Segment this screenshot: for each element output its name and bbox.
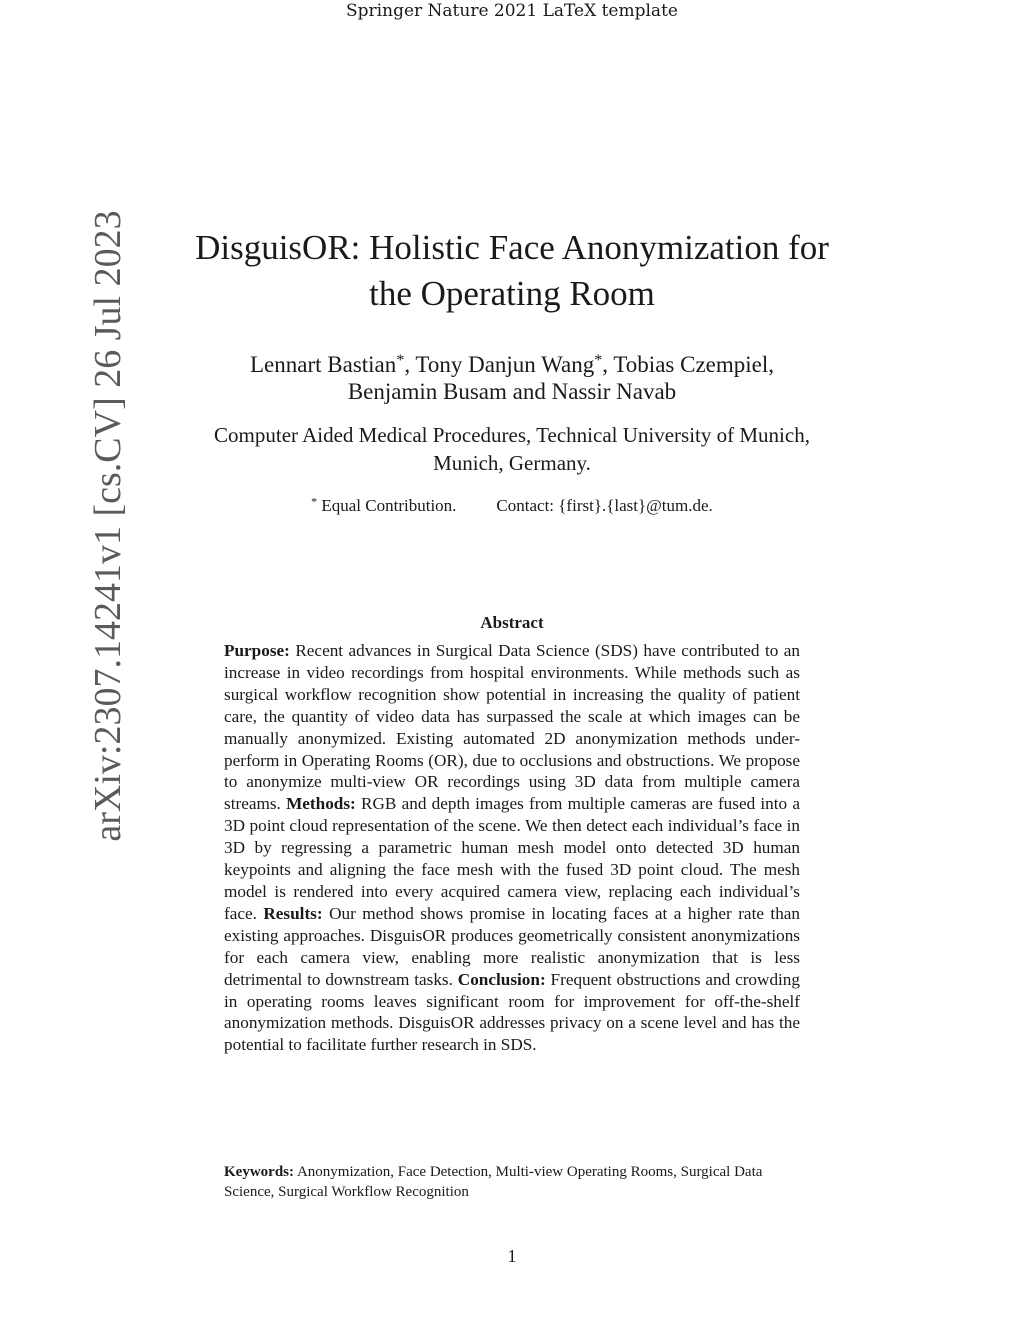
equal-contribution-mark: * bbox=[594, 351, 603, 369]
author-name: Nassir Navab bbox=[551, 379, 677, 404]
purpose-text: Recent advances in Surgical Data Science (SDS) have contributed to an increase in video recordings from hospital environments. While methods such as surgical workflow recognition show potential in increasing the quality of patient care, the quantity of video data has surpassed the scale at which images can be manually anonymized. Existing automated 2D anonymization methods under-perform in Operating Rooms (OR), due to occlusions and obstructions. We propose to anonymize multi-view OR recordings using 3D data from multiple camera streams. bbox=[224, 641, 801, 814]
affiliation: Computer Aided Medical Procedures, Technical University of Munich, Munich, Germany. bbox=[214, 423, 810, 475]
author-name: Benjamin Busam bbox=[347, 379, 507, 404]
conclusion-text: Frequent obstructions and crowding in operating rooms leaves significant room for improvement for off-the-shelf anonymization methods. DisguisOR addresses privacy on a scene level and has the potential to facilitate further research in SDS. bbox=[224, 969, 800, 1055]
abstract-body bbox=[224, 640, 800, 1056]
results-text: Our method shows promise in locating faces at a higher rate than existing approaches. DisguisOR produces geometrically consistent anonymizations for each camera view, enabling more realistic anonymization that is less detrimental to downstream tasks. bbox=[224, 903, 801, 989]
equal-contribution-mark: * bbox=[396, 351, 405, 369]
keywords bbox=[224, 1162, 800, 1202]
author-notes bbox=[200, 495, 824, 517]
methods-text: RGB and depth images from multiple cameras are fused into a 3D point cloud representation of the scene. We then detect each individual’s face in 3D by regressing a parametric human mesh model onto detected 3D human keypoints and aligning the face mesh with the fused 3D point cloud. The mesh model is rendered into every acquired camera view, replacing each individual’s face. bbox=[224, 794, 801, 923]
abstract-heading: Abstract bbox=[480, 613, 544, 632]
author-name: Tobias Czempiel bbox=[613, 352, 769, 377]
running-header: Springer Nature 2021 LaTeX template bbox=[346, 1, 678, 21]
keywords-text: Anonymization, Face Detection, Multi-view Operating Rooms, Surgical Data Science, Surgical Workflow Recognition bbox=[224, 1164, 763, 1200]
author-name: Tony Danjun Wang bbox=[415, 352, 595, 377]
keywords-label: Keywords: bbox=[224, 1164, 294, 1180]
equal-contribution-mark: * bbox=[311, 494, 318, 509]
results-label: Results: bbox=[263, 903, 323, 923]
contact-email: Contact: {first}.{last}@tum.de. bbox=[496, 496, 713, 515]
equal-contribution-note: Equal Contribution. bbox=[321, 496, 457, 515]
purpose-label: Purpose: bbox=[224, 641, 290, 660]
methods-label: Methods: bbox=[286, 794, 356, 814]
arxiv-identifier: arXiv:2307.14241v1 [cs.CV] 26 Jul 2023 bbox=[87, 210, 129, 842]
author-list: Lennart Bastian*, Tony Danjun Wang*, Tobias Czempiel, Benjamin Busam and Nassir Navab bbox=[250, 351, 774, 404]
conclusion-label: Conclusion: bbox=[457, 969, 546, 989]
paper-title: DisguisOR: Holistic Face Anonymization for the Operating Room bbox=[195, 228, 829, 313]
author-name: Lennart Bastian bbox=[250, 352, 397, 377]
page-number: 1 bbox=[507, 1246, 517, 1266]
